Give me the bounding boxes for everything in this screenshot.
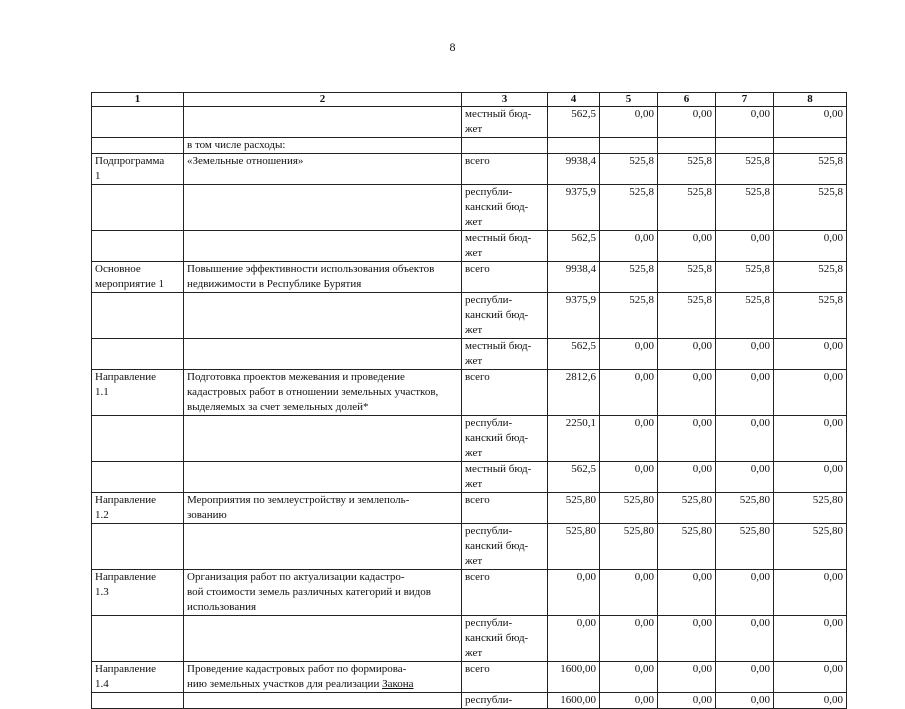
value-cell-text: 0,00 <box>692 663 712 675</box>
funding-source <box>462 662 548 693</box>
value-cell <box>774 138 847 154</box>
funding-source <box>462 138 548 154</box>
value-cell <box>774 416 847 462</box>
value-cell-text: 0,00 <box>634 232 654 244</box>
table-row <box>92 693 847 709</box>
value-cell-text: 0,00 <box>750 571 770 583</box>
value-cell <box>716 339 774 370</box>
funding-source-text: республи- <box>465 694 513 706</box>
value-cell <box>774 262 847 293</box>
row-label <box>92 293 184 339</box>
value-cell <box>548 416 600 462</box>
row-label <box>92 416 184 462</box>
row-label <box>92 231 184 262</box>
table-row <box>92 416 847 462</box>
value-cell-text: 562,5 <box>571 108 596 120</box>
value-cell-text: 0,00 <box>750 417 770 429</box>
value-cell <box>548 616 600 662</box>
value-cell <box>548 107 600 138</box>
column-header: 6 <box>658 93 716 107</box>
value-cell-text: 0,00 <box>750 108 770 120</box>
row-label <box>92 616 184 662</box>
value-cell-text: 2250,1 <box>565 417 596 429</box>
value-cell <box>716 154 774 185</box>
value-cell-text: 525,8 <box>818 155 843 167</box>
funding-source <box>462 416 548 462</box>
value-cell <box>716 262 774 293</box>
value-cell-text: 0,00 <box>750 371 770 383</box>
row-label <box>92 154 184 185</box>
value-cell <box>716 416 774 462</box>
row-label <box>92 570 184 616</box>
table-row <box>92 493 847 524</box>
value-cell-text: 525,8 <box>818 294 843 306</box>
row-description <box>184 570 462 616</box>
funding-source-text: всего <box>465 263 490 275</box>
header-row <box>92 93 847 107</box>
table-row <box>92 138 847 154</box>
value-cell <box>548 339 600 370</box>
value-cell-text: 562,5 <box>571 340 596 352</box>
row-description <box>184 524 462 570</box>
value-cell <box>548 524 600 570</box>
row-label <box>92 662 184 693</box>
value-cell-text: 562,5 <box>571 232 596 244</box>
column-header: 7 <box>716 93 774 107</box>
funding-source <box>462 616 548 662</box>
table-row <box>92 293 847 339</box>
value-cell <box>774 293 847 339</box>
funding-source-text: всего <box>465 155 490 167</box>
row-label <box>92 462 184 493</box>
value-cell-text: 9375,9 <box>565 186 596 198</box>
value-cell-text: 1600,00 <box>560 694 596 706</box>
row-description-text: «Земельные отношения» <box>187 155 304 167</box>
row-description <box>184 693 462 709</box>
value-cell <box>600 570 658 616</box>
table-row <box>92 154 847 185</box>
row-label-text: Основное мероприятие 1 <box>95 263 165 290</box>
value-cell-text: 0,00 <box>750 232 770 244</box>
value-cell <box>774 107 847 138</box>
value-cell-text: 0,00 <box>750 617 770 629</box>
value-cell <box>774 154 847 185</box>
column-header: 5 <box>600 93 658 107</box>
value-cell-text: 525,8 <box>745 186 770 198</box>
value-cell-text: 0,00 <box>823 340 843 352</box>
row-description-text: Проведение кадастровых работ по формирова- нию земельных участков для реализации <box>187 663 407 690</box>
value-cell-text: 0,00 <box>823 232 843 244</box>
row-description <box>184 154 462 185</box>
table-row <box>92 370 847 416</box>
table-row <box>92 262 847 293</box>
value-cell-text: 0,00 <box>823 108 843 120</box>
value-cell <box>716 524 774 570</box>
value-cell <box>716 185 774 231</box>
value-cell-text: 9938,4 <box>565 155 596 167</box>
value-cell <box>548 293 600 339</box>
row-label <box>92 493 184 524</box>
table-row <box>92 662 847 693</box>
value-cell-text: 0,00 <box>634 371 654 383</box>
row-description-text: Мероприятия по землеустройству и землеполь- зованию <box>187 494 410 521</box>
funding-source <box>462 262 548 293</box>
funding-source <box>462 154 548 185</box>
funding-source-text: всего <box>465 571 490 583</box>
value-cell-text: 0,00 <box>823 463 843 475</box>
budget-table <box>91 92 847 709</box>
value-cell-text: 0,00 <box>823 694 843 706</box>
value-cell-text: 525,80 <box>812 494 843 506</box>
value-cell <box>548 462 600 493</box>
value-cell-text: 525,8 <box>687 186 712 198</box>
value-cell <box>548 262 600 293</box>
value-cell <box>658 616 716 662</box>
value-cell <box>774 616 847 662</box>
value-cell-text: 0,00 <box>634 340 654 352</box>
value-cell <box>600 293 658 339</box>
value-cell <box>548 185 600 231</box>
value-cell-text: 525,80 <box>681 525 712 537</box>
row-description <box>184 616 462 662</box>
value-cell-text: 0,00 <box>823 617 843 629</box>
funding-source-text: местный бюд- жет <box>465 108 532 135</box>
law-link: Закона <box>382 678 414 690</box>
column-header: 3 <box>462 93 548 107</box>
column-header: 1 <box>92 93 184 107</box>
funding-source <box>462 231 548 262</box>
row-description <box>184 231 462 262</box>
value-cell <box>774 693 847 709</box>
funding-source <box>462 185 548 231</box>
value-cell-text: 525,8 <box>687 294 712 306</box>
row-description <box>184 339 462 370</box>
table-row <box>92 339 847 370</box>
value-cell <box>774 462 847 493</box>
value-cell <box>658 262 716 293</box>
row-description <box>184 138 462 154</box>
value-cell-text: 0,00 <box>576 571 596 583</box>
value-cell-text: 525,80 <box>623 494 654 506</box>
value-cell <box>774 493 847 524</box>
value-cell <box>600 262 658 293</box>
value-cell-text: 9375,9 <box>565 294 596 306</box>
value-cell-text: 525,8 <box>818 263 843 275</box>
funding-source <box>462 462 548 493</box>
row-label <box>92 138 184 154</box>
value-cell-text: 525,8 <box>745 155 770 167</box>
value-cell-text: 0,00 <box>692 571 712 583</box>
value-cell <box>716 570 774 616</box>
row-label-text: Направление 1.1 <box>95 371 157 398</box>
row-label-text: Направление 1.4 <box>95 663 157 690</box>
value-cell <box>716 662 774 693</box>
value-cell-text: 525,80 <box>739 494 770 506</box>
value-cell-text: 0,00 <box>634 108 654 120</box>
funding-source-text: республи- канский бюд- жет <box>465 525 529 567</box>
value-cell <box>548 662 600 693</box>
value-cell <box>548 154 600 185</box>
value-cell-text: 525,80 <box>623 525 654 537</box>
value-cell-text: 0,00 <box>692 340 712 352</box>
table-row <box>92 524 847 570</box>
value-cell-text: 525,8 <box>687 155 712 167</box>
value-cell-text: 0,00 <box>634 663 654 675</box>
value-cell <box>658 339 716 370</box>
value-cell <box>658 107 716 138</box>
page-number: 8 <box>449 40 456 54</box>
row-description <box>184 185 462 231</box>
value-cell <box>600 416 658 462</box>
value-cell-text: 525,8 <box>629 155 654 167</box>
value-cell <box>600 231 658 262</box>
row-label <box>92 693 184 709</box>
value-cell-text: 0,00 <box>634 417 654 429</box>
value-cell-text: 525,8 <box>745 263 770 275</box>
table-row <box>92 185 847 231</box>
value-cell <box>658 570 716 616</box>
value-cell-text: 9938,4 <box>565 263 596 275</box>
value-cell <box>774 570 847 616</box>
column-header: 8 <box>774 93 847 107</box>
column-header: 2 <box>184 93 462 107</box>
value-cell <box>774 231 847 262</box>
value-cell <box>600 662 658 693</box>
column-header: 4 <box>548 93 600 107</box>
value-cell <box>716 107 774 138</box>
value-cell <box>774 370 847 416</box>
funding-source <box>462 693 548 709</box>
value-cell-text: 0,00 <box>692 108 712 120</box>
funding-source <box>462 107 548 138</box>
value-cell-text: 525,8 <box>629 186 654 198</box>
funding-source <box>462 570 548 616</box>
value-cell <box>548 231 600 262</box>
value-cell-text: 525,80 <box>812 525 843 537</box>
value-cell-text: 525,8 <box>629 294 654 306</box>
value-cell-text: 525,8 <box>687 263 712 275</box>
value-cell-text: 0,00 <box>823 663 843 675</box>
value-cell-text: 0,00 <box>692 694 712 706</box>
funding-source-text: местный бюд- жет <box>465 232 532 259</box>
value-cell-text: 525,8 <box>818 186 843 198</box>
value-cell <box>716 370 774 416</box>
row-label-text: Направление 1.3 <box>95 571 157 598</box>
value-cell-text: 0,00 <box>692 463 712 475</box>
value-cell <box>600 370 658 416</box>
value-cell <box>658 462 716 493</box>
table-row <box>92 231 847 262</box>
value-cell-text: 562,5 <box>571 463 596 475</box>
value-cell-text: 525,80 <box>565 494 596 506</box>
value-cell <box>548 138 600 154</box>
value-cell-text: 525,80 <box>739 525 770 537</box>
value-cell <box>600 107 658 138</box>
funding-source-text: всего <box>465 371 490 383</box>
value-cell <box>658 524 716 570</box>
value-cell <box>658 154 716 185</box>
row-label-text: Направление 1.2 <box>95 494 157 521</box>
funding-source <box>462 493 548 524</box>
value-cell-text: 2812,6 <box>565 371 596 383</box>
value-cell-text: 0,00 <box>750 463 770 475</box>
value-cell <box>658 293 716 339</box>
table-row <box>92 616 847 662</box>
value-cell <box>600 616 658 662</box>
row-label <box>92 262 184 293</box>
value-cell <box>600 138 658 154</box>
value-cell <box>600 462 658 493</box>
row-label <box>92 524 184 570</box>
row-label-text: Подпрограмма 1 <box>95 155 165 182</box>
row-description-text: в том числе расходы: <box>187 139 286 151</box>
value-cell-text: 525,80 <box>681 494 712 506</box>
value-cell <box>774 662 847 693</box>
value-cell <box>600 154 658 185</box>
value-cell <box>548 370 600 416</box>
funding-source-text: республи- канский бюд- жет <box>465 617 529 659</box>
table-row <box>92 570 847 616</box>
value-cell <box>716 138 774 154</box>
row-description-text: Организация работ по актуализации кадастро- вой стоимости земель различных категорий и видов использования <box>187 571 431 613</box>
funding-source-text: всего <box>465 494 490 506</box>
row-description <box>184 370 462 416</box>
value-cell <box>658 662 716 693</box>
funding-source-text: всего <box>465 663 490 675</box>
funding-source <box>462 524 548 570</box>
row-label <box>92 339 184 370</box>
value-cell <box>548 493 600 524</box>
value-cell-text: 0,00 <box>823 371 843 383</box>
table-row <box>92 107 847 138</box>
funding-source-text: республи- канский бюд- жет <box>465 417 529 459</box>
value-cell <box>658 138 716 154</box>
value-cell-text: 525,8 <box>745 294 770 306</box>
value-cell <box>548 693 600 709</box>
funding-source-text: местный бюд- жет <box>465 340 532 367</box>
value-cell <box>548 570 600 616</box>
row-label <box>92 185 184 231</box>
value-cell-text: 0,00 <box>692 417 712 429</box>
value-cell-text: 0,00 <box>634 617 654 629</box>
value-cell-text: 0,00 <box>692 232 712 244</box>
row-description <box>184 107 462 138</box>
value-cell <box>600 493 658 524</box>
row-description <box>184 416 462 462</box>
value-cell <box>716 693 774 709</box>
value-cell-text: 0,00 <box>576 617 596 629</box>
value-cell <box>658 185 716 231</box>
value-cell-text: 1600,00 <box>560 663 596 675</box>
value-cell-text: 0,00 <box>634 571 654 583</box>
value-cell <box>658 231 716 262</box>
row-description <box>184 293 462 339</box>
value-cell-text: 0,00 <box>823 571 843 583</box>
row-description-text: Повышение эффективности использования объектов недвижимости в Республике Бурятия <box>187 263 435 290</box>
value-cell <box>658 693 716 709</box>
funding-source-text: республи- канский бюд- жет <box>465 294 529 336</box>
funding-source <box>462 293 548 339</box>
value-cell-text: 0,00 <box>634 463 654 475</box>
value-cell-text: 0,00 <box>823 417 843 429</box>
funding-source-text: местный бюд- жет <box>465 463 532 490</box>
value-cell <box>600 339 658 370</box>
value-cell <box>716 293 774 339</box>
value-cell <box>600 185 658 231</box>
value-cell <box>774 185 847 231</box>
value-cell <box>658 493 716 524</box>
value-cell <box>716 493 774 524</box>
value-cell <box>774 339 847 370</box>
value-cell-text: 0,00 <box>750 694 770 706</box>
funding-source-text: республи- канский бюд- жет <box>465 186 529 228</box>
funding-source <box>462 370 548 416</box>
value-cell <box>716 462 774 493</box>
value-cell <box>600 524 658 570</box>
value-cell <box>658 370 716 416</box>
row-description-text: Подготовка проектов межевания и проведение кадастровых работ в отношении земельных участков, выделяемых за счет земельных долей* <box>187 371 439 413</box>
row-label <box>92 107 184 138</box>
row-description <box>184 462 462 493</box>
value-cell-text: 0,00 <box>750 663 770 675</box>
value-cell-text: 0,00 <box>634 694 654 706</box>
value-cell-text: 0,00 <box>692 617 712 629</box>
value-cell-text: 0,00 <box>750 340 770 352</box>
value-cell <box>658 416 716 462</box>
row-label <box>92 370 184 416</box>
value-cell <box>774 524 847 570</box>
value-cell <box>716 231 774 262</box>
table-row <box>92 462 847 493</box>
value-cell <box>600 693 658 709</box>
value-cell-text: 525,80 <box>565 525 596 537</box>
row-description <box>184 662 462 693</box>
value-cell-text: 525,8 <box>629 263 654 275</box>
value-cell <box>716 616 774 662</box>
funding-source <box>462 339 548 370</box>
value-cell-text: 0,00 <box>692 371 712 383</box>
row-description <box>184 262 462 293</box>
row-description <box>184 493 462 524</box>
